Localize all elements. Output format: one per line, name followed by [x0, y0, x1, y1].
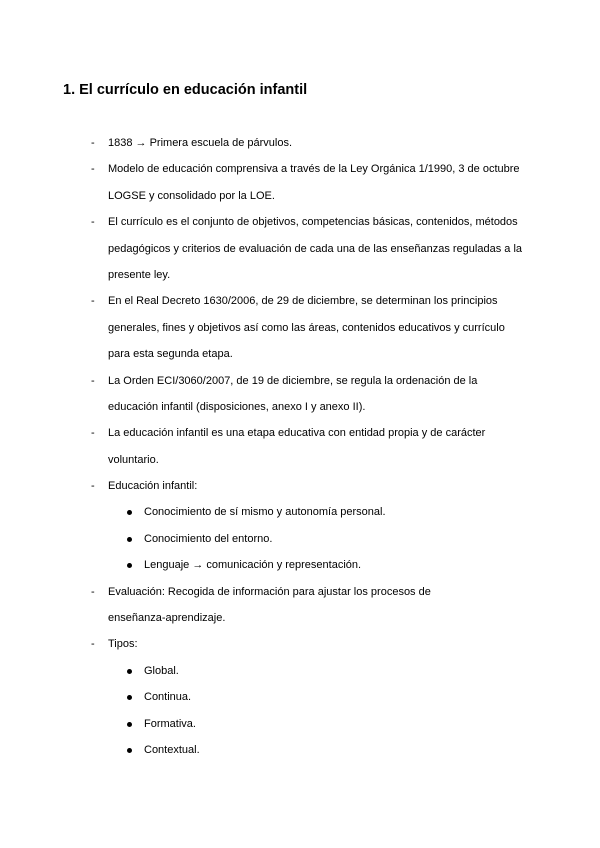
sub-list-item [0, 552, 600, 578]
list-item-text: educación infantil (disposiciones, anexo I y anexo II). [108, 400, 366, 413]
list-item-text: El currículo es el conjunto de objetivos, competencias básicas, contenidos, métodos [108, 216, 518, 229]
list-item-text: enseñanza-aprendizaje. [108, 612, 226, 625]
list-item [0, 288, 600, 367]
list-item [0, 420, 600, 473]
sub-list-item-text: Conocimiento de sí mismo y autonomía personal. [144, 506, 386, 519]
sub-list-item [0, 737, 600, 763]
list-item [0, 209, 600, 288]
bullet-dot-icon [127, 748, 132, 753]
list-item-text: LOGSE y consolidado por la LOE. [108, 189, 275, 202]
bullet-dot-icon [127, 537, 132, 542]
dash-bullet-icon: - [91, 427, 95, 440]
list-item [0, 368, 600, 421]
sub-list-item-text: Formativa. [144, 717, 196, 730]
list-item-text: Modelo de educación comprensiva a través de la Ley Orgánica 1/1990, 3 de octubre [108, 163, 520, 176]
list-item [0, 130, 600, 156]
list-item [0, 579, 600, 632]
list-item-text: En el Real Decreto 1630/2006, de 29 de diciembre, se determinan los principios [108, 295, 498, 308]
bullet-list [0, 130, 600, 763]
list-item-text: Tipos: [108, 638, 138, 651]
dash-bullet-icon: - [91, 638, 95, 651]
bullet-dot-icon [127, 669, 132, 674]
list-item-text: generales, fines y objetivos así como las áreas, contenidos educativos y currículo [108, 321, 505, 334]
list-item-text: pedagógicos y criterios de evaluación de cada una de las enseñanzas reguladas a la [108, 242, 523, 255]
list-item [0, 156, 600, 209]
list-item-text: Evaluación: Recogida de información para ajustar los procesos de [108, 585, 431, 598]
sub-list-item-text: Continua. [144, 691, 192, 704]
section-title: 1. El currículo en educación infantil [63, 82, 308, 98]
sub-list-item-text: Conocimiento del entorno. [144, 532, 273, 545]
list-item-text: voluntario. [108, 453, 159, 466]
sub-list-item [0, 711, 600, 737]
bullet-dot-icon [127, 722, 132, 727]
dash-bullet-icon: - [91, 137, 95, 149]
dash-bullet-icon: - [91, 216, 95, 229]
sub-list-item [0, 526, 600, 552]
dash-bullet-icon: - [91, 480, 95, 493]
dash-bullet-icon: - [91, 163, 95, 176]
sub-list-item [0, 658, 600, 684]
dash-bullet-icon: - [91, 374, 95, 387]
sub-list-item-text: Lenguaje → comunicación y representación. [144, 559, 362, 572]
sub-list-item [0, 499, 600, 525]
dash-bullet-icon: - [91, 295, 95, 308]
dash-bullet-icon: - [91, 585, 95, 598]
list-item [0, 473, 600, 499]
list-item-text: para esta segunda etapa. [108, 348, 233, 361]
sub-list-item-text: Global. [144, 664, 179, 677]
list-item-text: 1838 → Primera escuela de párvulos. [108, 137, 293, 149]
list-item-text: Educación infantil: [108, 480, 198, 493]
sub-list-item [0, 684, 600, 710]
list-item [0, 631, 600, 657]
list-item-text: La educación infantil es una etapa educativa con entidad propia y de carácter [108, 427, 486, 440]
list-item-text: La Orden ECI/3060/2007, de 19 de diciembre, se regula la ordenación de la [108, 374, 478, 387]
sub-list-item-text: Contextual. [144, 743, 200, 756]
list-item-text: presente ley. [108, 268, 171, 281]
